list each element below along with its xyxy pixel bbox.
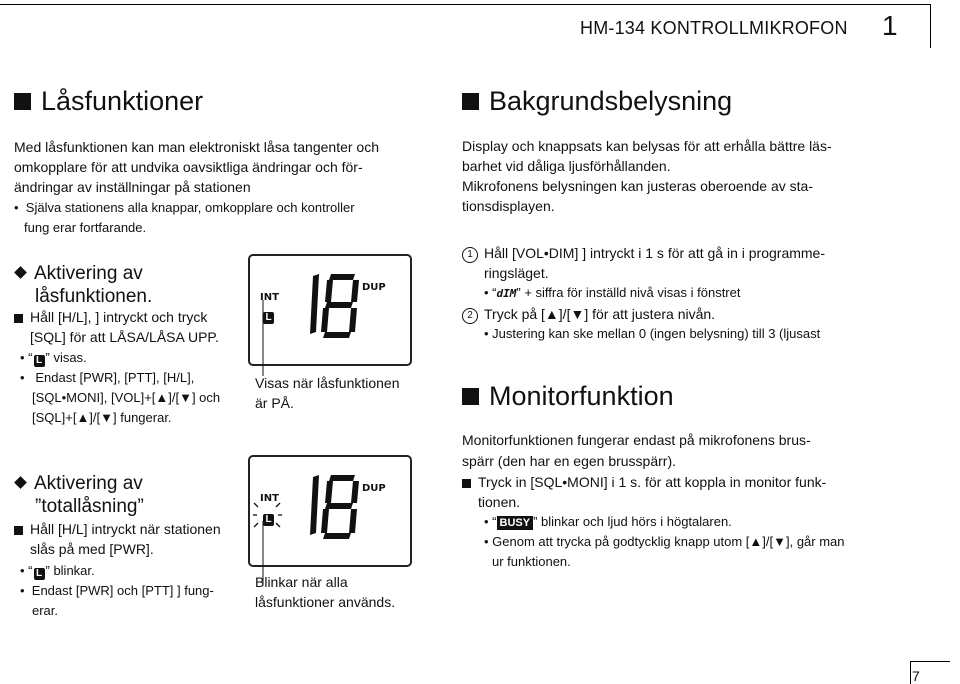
lock-indicator-icon: L: [262, 306, 275, 324]
monitor-intro: Monitorfunktionen fungerar endast på mikrofonens brus- spärr (den har en egen brusspärr).: [462, 432, 811, 469]
dim-glyph: dIM: [496, 287, 517, 300]
square-bullet-icon: [462, 388, 479, 405]
int-indicator: INT: [260, 493, 279, 504]
backlight-step-2-bullet: • Justering kan ske mellan 0 (ingen belysning) till 3 (ljusast: [484, 326, 821, 341]
footer-divider: [910, 661, 911, 684]
busy-indicator: BUSY: [497, 516, 534, 530]
step-number-2: 2: [462, 308, 478, 324]
monitor-step: Tryck in [SQL•MONI] i 1 s. för att koppla in monitor funk- tionen.: [462, 472, 932, 512]
caption-lock-blink: Blinkar när alla låsfunktioner används.: [255, 574, 396, 610]
square-step-icon: [462, 479, 471, 488]
total-lock-step: Håll [H/L] intryckt när stationen slås på med [PWR].: [14, 519, 249, 559]
section-heading-backlight: Bakgrundsbelysning: [462, 86, 732, 117]
backlight-step-2: 2 Tryck på [▲]/[▼] för att justera nivån.: [462, 304, 932, 324]
backlight-step-1: 1 Håll [VOL•DIM] ] intryckt i 1 s för att gå in i programme- ringsläget.: [462, 243, 932, 283]
lock-intro: Med låsfunktionen kan man elektroniskt låsa tangenter och omkopplare för att undvika oavsiktliga ändringar och för- ändringar av inställningar på stationen: [14, 139, 379, 195]
footer-rule: [910, 661, 950, 662]
caption-lock-on: Visas när låsfunktionen är PÅ.: [255, 375, 400, 411]
callout-line-top: [250, 300, 280, 380]
monitor-bullets: • “ BUSY ” blinkar och ljud hörs i högtalaren. • Genom att trycka på godtycklig knapp utom [▲]/[▼], går man ur funktionen.: [484, 514, 845, 569]
diamond-bullet-icon: [14, 477, 27, 490]
dup-indicator: DUP: [362, 282, 386, 293]
subheading-activate-lock: Aktivering av låsfunktionen.: [14, 262, 152, 308]
channel-digits: [305, 471, 365, 541]
header-divider: [930, 4, 931, 48]
section-heading-lock: Låsfunktioner: [14, 86, 203, 117]
lock-key-icon: L: [34, 568, 45, 580]
lock-bullets: • “ L ” visas. • Endast [PWR], [PTT], [H/L], [SQL•MONI], [VOL]+[▲]/[▼] och [SQL]+[▲]/[▼] fungerar.: [20, 350, 221, 425]
header-rule: [0, 4, 930, 5]
lock-step: Håll [H/L], ] intryckt och tryck [SQL] för att LÅSA/LÅSA UPP.: [14, 307, 244, 347]
page-header-title: HM-134 KONTROLLMIKROFON: [580, 18, 848, 38]
backlight-step-1-bullet: • “dIM” + siffra för inställd nivå visas i fönstret: [484, 285, 741, 300]
square-bullet-icon: [14, 93, 31, 110]
diamond-bullet-icon: [14, 267, 27, 280]
square-bullet-icon: [462, 93, 479, 110]
lock-key-icon: L: [34, 355, 45, 367]
backlight-intro: Display och knappsats kan belysas för att erhålla bättre läs- barhet vid dåliga ljusförhållanden. Mikrofonens belysningen kan justeras oberoende av sta- tionsdisplayen.: [462, 138, 832, 214]
lock-intro-bullet: • Själva stationens alla knappar, omkopplare och kontroller fung erar fortfarande.: [14, 200, 355, 235]
section-heading-monitor: Monitorfunktion: [462, 381, 674, 412]
lock-indicator-icon: L: [262, 508, 275, 526]
square-step-icon: [14, 314, 23, 323]
channel-digits: [305, 270, 365, 340]
square-step-icon: [14, 526, 23, 535]
dup-indicator: DUP: [362, 483, 386, 494]
total-lock-bullets: • “ L ” blinkar. • Endast [PWR] och [PTT] ] fung- erar.: [20, 563, 214, 618]
chapter-number: 1: [882, 10, 898, 41]
int-indicator: INT: [260, 292, 279, 303]
page-number: 7: [912, 668, 920, 684]
subheading-total-lock: Aktivering av ”totallåsning”: [14, 472, 144, 518]
step-number-1: 1: [462, 247, 478, 263]
